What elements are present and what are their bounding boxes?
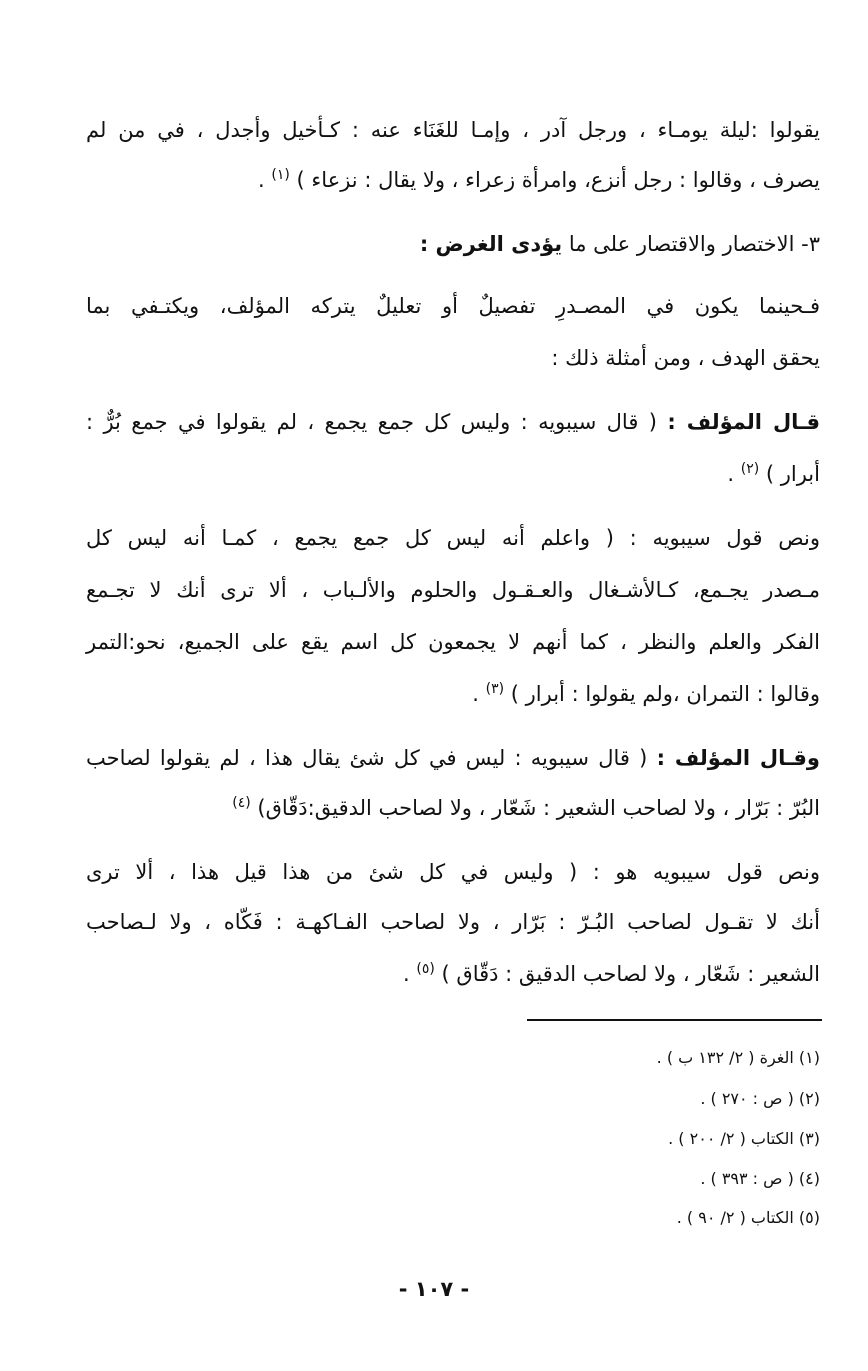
text: .: [403, 962, 410, 986]
text: أنك لا تقـول لصاحب البُـرّ : بَرّار ، ولا لصاحب الفـاكهـة : فَكّاه ، ولا لـصاحب: [86, 910, 820, 934]
footnote-ref: (١): [271, 167, 290, 183]
text: يصرف ، وقالوا : رجل أنزع، وامرأة زعراء ، ولا يقال : نزعاء ): [296, 168, 820, 192]
text: البُرّ : بَرّار ، ولا لصاحب الشعير : شَعّار ، ولا لصاحب الدقيق:دَقّاق): [257, 796, 820, 820]
quote-line: [232, 792, 820, 824]
paragraph-line: [86, 290, 820, 322]
quote-line: [86, 742, 820, 774]
paragraph-line: [551, 342, 820, 374]
footnote: (١) الغرة ( ٢/ ١٣٢ ب ) .: [656, 1048, 820, 1067]
paragraph-line: [86, 522, 820, 554]
paragraph-line: [86, 574, 820, 606]
heading-bold: يؤدى الغرض :: [419, 232, 563, 256]
footnote-ref: (٣): [485, 681, 505, 697]
paragraph-line: [86, 114, 820, 146]
text: .: [727, 462, 735, 486]
text: وقالوا : التمران ،ولم يقولوا : أبرار ): [510, 682, 820, 706]
text: الشعير : شَعّار ، ولا لصاحب الدقيق : دَقّاق ): [441, 962, 820, 986]
footnote: (٤) ( ص : ٣٩٣ ) .: [700, 1169, 820, 1188]
text: أبرار ): [765, 462, 820, 486]
footnote-ref: (٤): [232, 795, 251, 811]
text: .: [258, 168, 265, 192]
quote-line: [86, 406, 820, 438]
heading-text: ٣- الاختصار والاقتصار على ما: [562, 232, 820, 256]
page-number: - ١٠٧ -: [398, 1277, 470, 1301]
footnote-divider: [527, 1019, 822, 1021]
text: يحقق الهدف ، ومن أمثلة ذلك :: [551, 346, 820, 370]
quote-label: وقـال المؤلف :: [656, 746, 820, 770]
text: ونص قول سيبويه : ( واعلم أنه ليس كل جمع يجمع ، كمـا أنه ليس كل: [86, 526, 820, 550]
paragraph-line: [86, 856, 820, 888]
paragraph-line: [403, 958, 820, 990]
text: الفكر والعلم والنظر ، كما أنهم لا يجمعون كل اسم يقع على الجميع، نحو:التمر: [86, 630, 820, 654]
quote-line: [727, 458, 820, 490]
text: ( قال سيبويه : وليس كل جمع يجمع ، لم يقولوا في جمع بُرٌّ :: [86, 410, 668, 434]
footnote: (٣) الكتاب ( ٢/ ٢٠٠ ) .: [668, 1129, 820, 1148]
text: .: [472, 682, 479, 706]
text: فـحينما يكون في المصـدرِ تفصيلٌ أو تعليلٌ يتركه المؤلف، ويكتـفي بما: [86, 294, 820, 318]
footnote: (٥) الكتاب ( ٢/ ٩٠ ) .: [676, 1208, 820, 1227]
footnote: (٢) ( ص : ٢٧٠ ) .: [700, 1089, 820, 1108]
text: ونص قول سيبويه هو : ( وليس في كل شئ من هذا قيل هذا ، ألا ترى: [86, 860, 820, 884]
paragraph-line: [258, 164, 820, 196]
footnote-ref: (٥): [416, 961, 435, 977]
quote-label: قـال المؤلف :: [667, 410, 820, 434]
paragraph-line: [86, 906, 820, 938]
text: مـصدر يجـمع، كـالأشـغال والعـقـول والحلوم والألـباب ، ألا ترى أنك لا تجـمع: [86, 578, 820, 602]
paragraph-line: [86, 626, 820, 658]
text: ( قال سيبويه : ليس في كل شئ يقال هذا ، لم يقولوا لصاحب: [86, 746, 657, 770]
paragraph-line: [472, 678, 820, 710]
section-heading: [420, 228, 820, 260]
text: يقولوا :ليلة يومـاء ، ورجل آدر ، وإمـا للغَنَاء عنه : كـأخيل وأجدل ، في من لم: [86, 118, 820, 142]
footnote-ref: (٢): [740, 461, 760, 477]
